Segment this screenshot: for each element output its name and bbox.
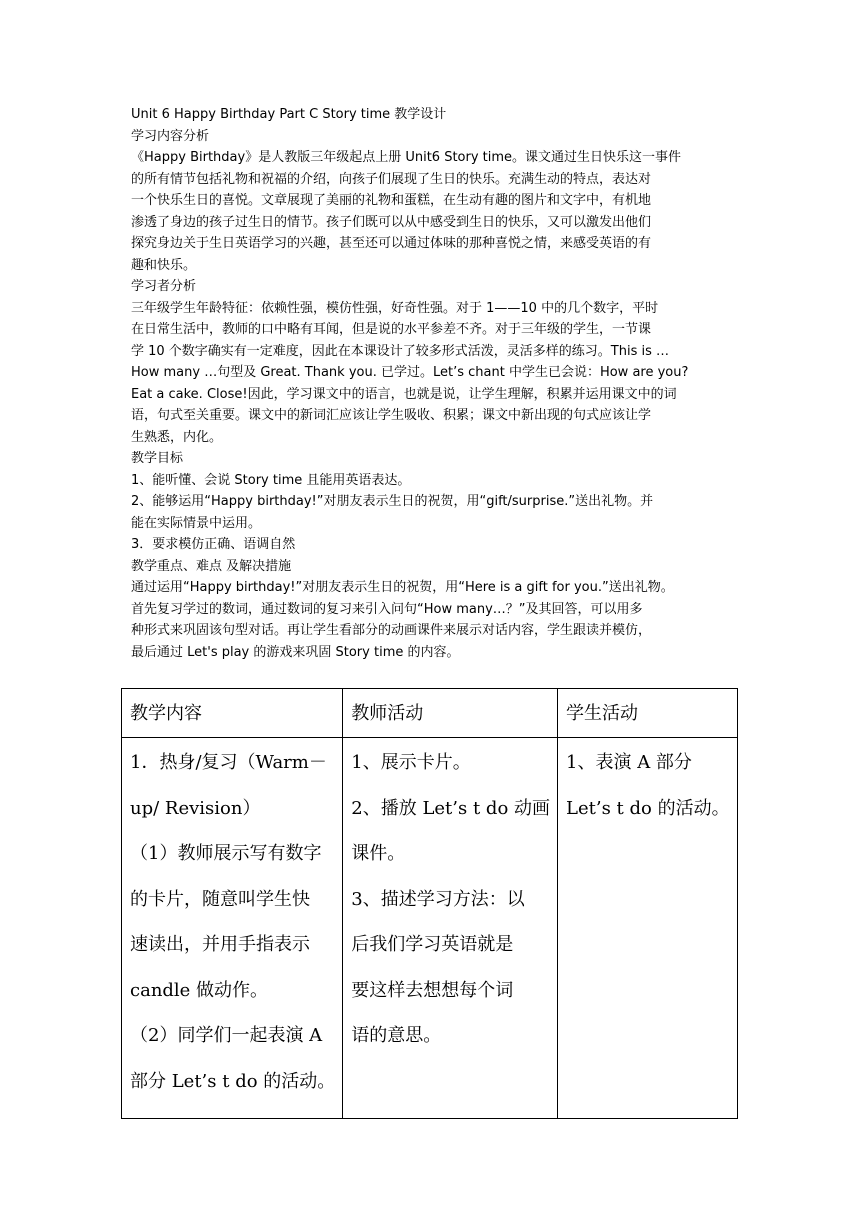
- paragraph-line: 学 10 个数字确实有一定难度，因此在本课设计了较多形式活泼，灵活多样的练习。This is …: [131, 343, 670, 359]
- table-header-row: [122, 689, 738, 738]
- paragraph-line: 首先复习学过的数词，通过数词的复习来引入问句“How many…？”及其回答，可以用多: [131, 601, 643, 617]
- paragraph-line: Eat a cake. Close!因此，学习课文中的语言，也就是说，让学生理解，积累并运用课文中的词: [131, 386, 677, 402]
- cell-line: （2）同学们一起表演 A: [130, 1025, 323, 1046]
- cell-line: 语的意思。: [351, 1025, 442, 1046]
- section-heading: 教学目标: [131, 451, 184, 466]
- cell-line: 课件。: [351, 843, 406, 864]
- table-row: [122, 738, 738, 1119]
- cell-line: 速读出，并用手指表示: [130, 934, 310, 955]
- cell-line: 后我们学习英语就是: [351, 934, 514, 955]
- section-heading: 学习者分析: [131, 279, 197, 294]
- lesson-plan-table: [121, 688, 738, 1119]
- paragraph-line: 最后通过 Let's play 的游戏来巩固 Story time 的内容。: [131, 644, 460, 660]
- cell-line: 1、展示卡片。: [351, 752, 471, 773]
- cell-line: （1）教师展示写有数字: [130, 843, 322, 864]
- cell-line: 2、播放 Let’s t do 动画: [351, 797, 551, 819]
- paragraph-line: 生熟悉，内化。: [131, 429, 223, 445]
- document-body: [131, 104, 731, 663]
- goal-item: 2、能够运用“Happy birthday!”对朋友表示生日的祝贺，用“gift/surprise.”送出礼物。并: [131, 494, 654, 509]
- goal-item: 3．要求模仿正确、语调自然: [131, 537, 296, 552]
- cell-line: candle 做动作。: [130, 979, 269, 1001]
- header-teaching-content: 教学内容: [122, 689, 343, 738]
- cell-line: 1、表演 A 部分: [566, 752, 692, 773]
- section-key-points: [131, 556, 731, 664]
- cell-line: 部分 Let’s t do 的活动。: [130, 1070, 336, 1092]
- cell-line: Let’s t do 的活动。: [566, 797, 730, 819]
- cell-line: 的卡片，随意叫学生快: [130, 888, 310, 910]
- cell-line: 3、描述学习方法：以: [351, 888, 525, 910]
- document-title: Unit 6 Happy Birthday Part C Story time 教学设计: [131, 107, 447, 122]
- section-heading: 教学重点、难点 及解决措施: [131, 558, 292, 574]
- cell-line: up/ Revision）: [130, 797, 261, 819]
- header-teacher-activity: 教师活动: [343, 689, 558, 738]
- cell-line: 1．热身/复习（Warm－: [130, 752, 327, 773]
- paragraph-line: 探究身边关于生日英语学习的兴趣，甚至还可以通过体味的那种喜悦之情，来感受英语的有: [131, 236, 652, 251]
- paragraph-line: 种形式来巩固该句型对话。再让学生看部分的动画课件来展示对话内容，学生跟读并模仿，: [131, 623, 652, 638]
- cell-student-activity: [558, 738, 738, 1119]
- section-learner-analysis: [131, 276, 731, 448]
- cell-teacher-activity: [343, 738, 558, 1119]
- cell-teaching-content: [122, 738, 343, 1119]
- section-teaching-goals: [131, 448, 731, 556]
- goal-item: 能在实际情景中运用。: [131, 515, 262, 531]
- section-heading: 学习内容分析: [131, 128, 210, 144]
- header-student-activity: 学生活动: [558, 689, 738, 738]
- paragraph-line: 一个快乐生日的喜悦。文章展现了美丽的礼物和蛋糕，在生动有趣的图片和文字中，有机地: [131, 193, 652, 208]
- paragraph-line: 在日常生活中，教师的口中略有耳闻，但是说的水平参差不齐。对于三年级的学生，一节课: [131, 322, 652, 337]
- paragraph-line: 的所有情节包括礼物和祝福的介绍，向孩子们展现了生日的快乐。充满生动的特点，表达对: [131, 171, 652, 187]
- cell-line: 要这样去想想每个词: [351, 979, 514, 1001]
- paragraph-line: 渗透了身边的孩子过生日的情节。孩子们既可以从中感受到生日的快乐，又可以激发出他们: [131, 214, 652, 230]
- paragraph-line: 《Happy Birthday》是人教版三年级起点上册 Unit6 Story time。课文通过生日快乐这一事件: [131, 150, 682, 165]
- paragraph-line: How many …句型及 Great. Thank you. 已学过。Let’s chant 中学生已会说：How are you?: [131, 365, 689, 380]
- paragraph-line: 通过运用“Happy birthday!”对朋友表示生日的祝贺，用“Here is a gift for you.”送出礼物。: [131, 580, 674, 595]
- goal-item: 1、能听懂、会说 Story time 且能用英语表达。: [131, 472, 411, 488]
- paragraph-line: 语，句式至关重要。课文中的新词汇应该让学生吸收、积累；课文中新出现的句式应该让学: [131, 408, 652, 423]
- paragraph-line: 趣和快乐。: [131, 257, 197, 273]
- paragraph-line: 三年级学生年龄特征：依赖性强，模仿性强，好奇性强。对于 1——10 中的几个数字，平时: [131, 300, 659, 316]
- section-content-analysis: [131, 126, 731, 277]
